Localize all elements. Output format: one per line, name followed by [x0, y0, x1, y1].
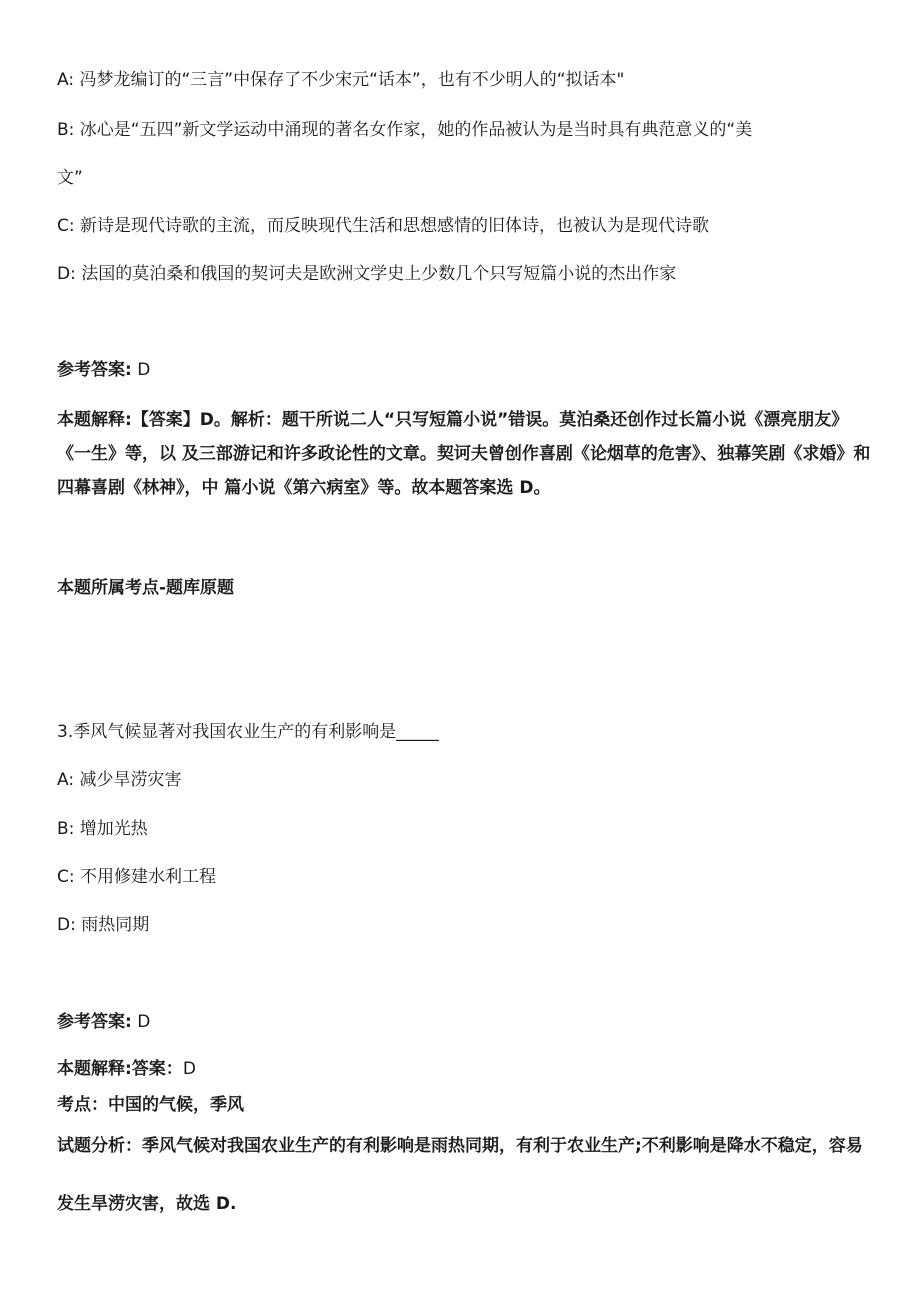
q3-explanation: [57, 1057, 872, 1081]
q2-topic: 本题所属考点-题库原题: [57, 578, 235, 598]
q3-option-c: C: 不用修建水利工程: [57, 867, 217, 887]
q3-explanation-value: D: [182, 1059, 196, 1079]
q2-answer-label: 参考答案:: [57, 360, 132, 380]
q2-option-d: D: 法国的莫泊桑和俄国的契诃夫是欧洲文学史上少数几个只写短篇小说的杰出作家: [57, 264, 677, 284]
q2-option-b-line1: B: 冰心是“五四”新文学运动中涌现的著名女作家，她的作品被认为是当时具有典范意义的“美: [57, 120, 753, 140]
q3-explanation-label: 本题解释:答案：: [57, 1059, 183, 1079]
q3-answer-label: 参考答案:: [57, 1012, 132, 1032]
q2-answer-value: D: [131, 360, 151, 380]
q2-option-c: C: 新诗是现代诗歌的主流，而反映现代生活和思想感情的旧体诗，也被认为是现代诗歌: [57, 216, 709, 236]
q3-option-a: A: 减少旱涝灾害: [57, 770, 182, 790]
q3-option-b: B: 增加光热: [57, 819, 148, 839]
q2-option-b-line2: 文”: [57, 168, 83, 188]
q3-analysis: 试题分析：季风气候对我国农业生产的有利影响是雨热同期，有利于农业生产;不利影响是降水不稳定，容易发生旱涝灾害，故选 D.: [57, 1136, 863, 1214]
q2-explanation: 本题解释:【答案】D。解析：题干所说二人“只写短篇小说”错误。莫泊桑还创作过长篇小说《漂亮朋友》《一生》等，以 及三部游记和许多政论性的文章。契诃夫曾创作喜剧《论烟草的危害》、独幕笑剧《求婚》和四幕喜剧《林神》，中 篇小说《第六病室》等。故本题答案选 D。: [57, 410, 871, 498]
q3-answer: [57, 1010, 872, 1034]
q3-question: 3.季风气候显著对我国农业生产的有利影响是_____: [57, 722, 439, 742]
q2-answer: [57, 358, 872, 382]
q3-topic: 考点：中国的气候，季风: [57, 1095, 244, 1115]
q2-option-a: A: 冯梦龙编订的“三言”中保存了不少宋元“话本”，也有不少明人的“拟话本": [57, 70, 625, 90]
q3-option-d: D: 雨热同期: [57, 915, 150, 935]
q3-answer-value: D: [131, 1012, 151, 1032]
